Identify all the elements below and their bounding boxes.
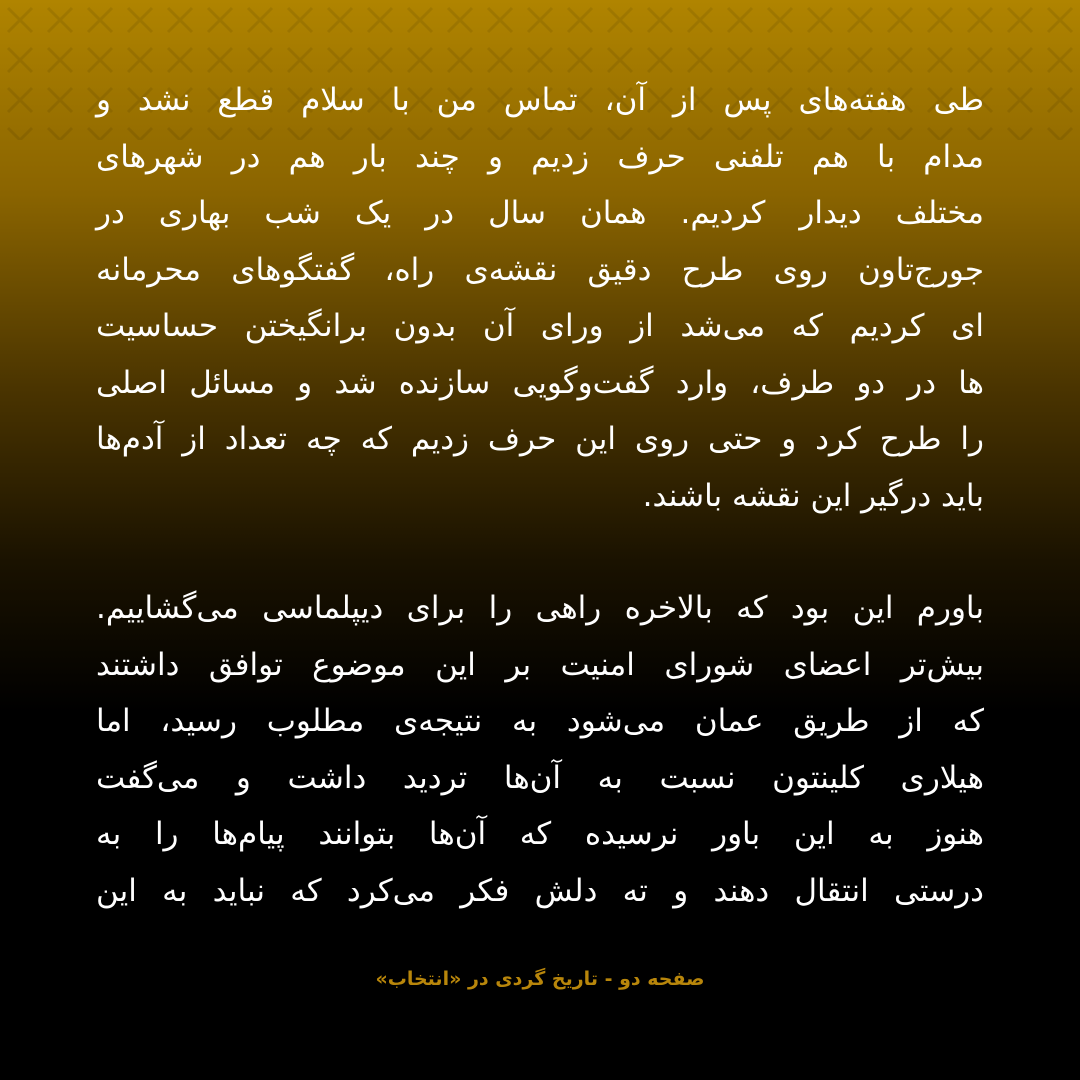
text-line: ای کردیم که می‌شد از ورای آن بدون برانگیختن حساسیت bbox=[96, 308, 984, 344]
text-line: هیلاری کلینتون نسبت به آن‌ها تردید داشت و می‌گفت bbox=[96, 759, 984, 796]
paragraph-1 bbox=[96, 72, 984, 524]
paragraph-spacer bbox=[96, 524, 984, 580]
page-footer: صفحه دو - تاریخ گردی در «انتخاب» bbox=[375, 968, 705, 990]
article-body bbox=[96, 72, 984, 919]
text-line: مدام با هم تلفنی حرف زدیم و چند بار هم در شهرهای bbox=[96, 138, 984, 175]
paragraph-2 bbox=[96, 580, 984, 919]
text-line: باید درگیر این نقشه باشند. bbox=[642, 477, 984, 514]
text-line: طی هفته‌های پس از آن، تماس من با سلام قطع نشد و bbox=[96, 82, 984, 118]
text-line: بیش‌تر اعضای شورای امنیت بر این موضوع توافق داشتند bbox=[96, 646, 984, 683]
text-line: درستی انتقال دهند و ته دلش فکر می‌کرد که نباید به این bbox=[96, 872, 984, 909]
text-line: که از طریق عمان می‌شود به نتیجه‌ی مطلوب رسید، اما bbox=[96, 703, 984, 739]
text-line: را طرح کرد و حتی روی این حرف زدیم که چه تعداد از آدم‌ها bbox=[96, 421, 984, 457]
text-line: هنوز به این باور نرسیده که آن‌ها بتوانند پیام‌ها را به bbox=[96, 816, 984, 852]
text-line: مختلف دیدار کردیم. همان سال در یک شب بهاری در bbox=[96, 195, 984, 231]
text-line: جورج‌تاون روی طرح دقیق نقشه‌ی راه، گفتگوهای محرمانه bbox=[96, 251, 984, 288]
text-line: باورم این بود که بالاخره راهی را برای دیپلماسی می‌گشاییم. bbox=[96, 590, 984, 626]
text-line: ها در دو طرف، وارد گفت‌وگویی سازنده شد و مسائل اصلی bbox=[96, 364, 984, 401]
